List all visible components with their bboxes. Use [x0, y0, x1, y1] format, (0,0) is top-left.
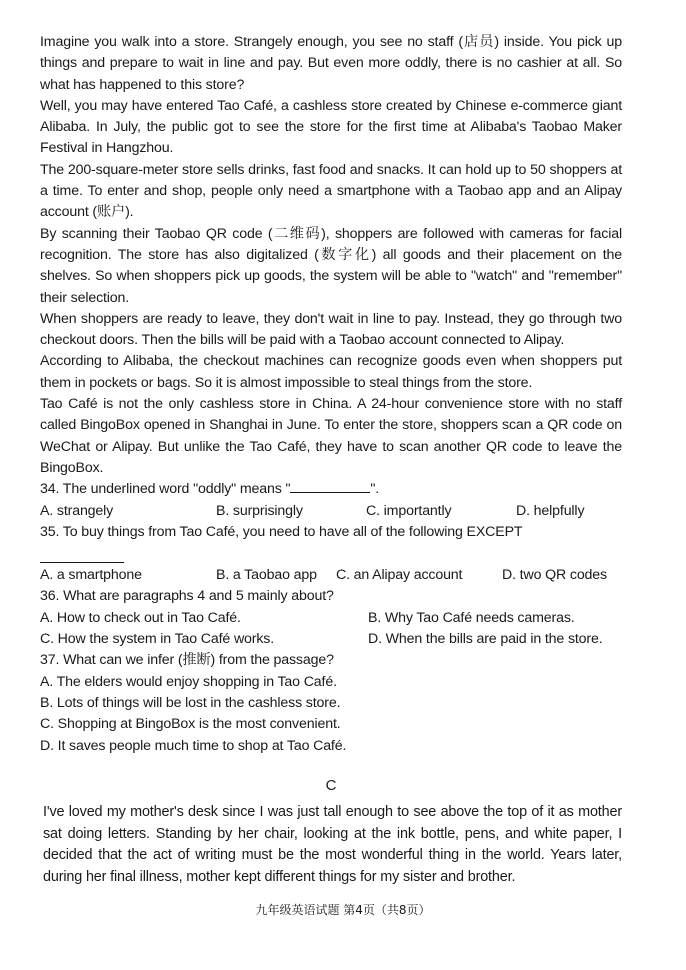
passage-paragraph: Imagine you walk into a store. Strangely enough, you see no staff (店员) inside. You pick up things and prepare to wait in line and pay. But even more oddly, there is no cashier at all. So what has happened to this store? — [40, 34, 622, 93]
question-stem: 37. What can we infer (推断) from the passage? — [40, 652, 334, 669]
question-stem: 35. To buy things from Tao Café, you need to have all of the following EXCEPT — [40, 523, 523, 540]
options-row — [40, 565, 622, 586]
passage-b — [40, 32, 622, 479]
option-c: C. How the system in Tao Café works. — [40, 631, 275, 648]
option-d: D. helpfully — [516, 502, 585, 519]
option-a: A. strangely — [40, 502, 114, 519]
option-a: A. a smartphone — [40, 567, 142, 584]
question-37 — [40, 650, 622, 756]
option-d: D. two QR codes — [502, 567, 607, 584]
option-c: C. Shopping at BingoBox is the most convenient. — [40, 716, 341, 733]
passage-paragraph: Well, you may have entered Tao Café, a cashless store created by Chinese e-commerce giant Alibaba. In July, the public got to see the store for the first time at Alibaba's Taobao Maker Festival in Hangzhou. — [40, 97, 622, 157]
option-c: C. importantly — [366, 502, 452, 519]
answer-blank — [290, 480, 370, 493]
option-a: A. The elders would enjoy shopping in Tao Café. — [40, 673, 337, 690]
question-stem-end: ". — [370, 481, 380, 498]
passage-paragraph: The 200-square-meter store sells drinks, fast food and snacks. It can hold up to 50 shoppers at a time. To enter and shop, people only need a smartphone with a Taobao app and an Alipay account (账户). — [40, 161, 622, 221]
option-b: B. Why Tao Café needs cameras. — [368, 609, 575, 626]
page-footer: 九年级英语试题 第4页（共8页） — [255, 903, 431, 917]
passage-paragraph: According to Alibaba, the checkout machines can recognize goods even when shoppers put them in pockets or bags. So it is almost impossible to steal things from the store. — [40, 353, 622, 391]
options-row — [40, 501, 622, 522]
question-35 — [40, 522, 622, 587]
options-row — [40, 608, 622, 629]
section-heading: C — [325, 776, 337, 794]
option-d: D. When the bills are paid in the store. — [368, 631, 603, 648]
question-stem — [40, 479, 622, 500]
answer-blank — [40, 543, 124, 563]
option-c: C. an Alipay account — [336, 567, 463, 584]
option-a: A. How to check out in Tao Café. — [40, 609, 241, 626]
question-34 — [40, 479, 622, 522]
passage-c-paragraph: I've loved my mother's desk since I was just tall enough to see above the top of it as mother sat doing letters. Standing by her chair, looking at the ink bottle, pens, and white paper, I decided that the act of writing must be the most wonderful thing in the world. Years later, during her final illness, mother kept different things for my sister and brother. — [43, 804, 622, 885]
passage-paragraph: Tao Café is not the only cashless store in China. A 24-hour convenience store with no staff called BingoBox opened in Shanghai in June. To enter the store, shoppers scan a QR code on WeChat or Alipay. But unlike the Tao Café, they have to scan another QR code to leave the BingoBox. — [40, 396, 622, 476]
passage-paragraph: By scanning their Taobao QR code (二维码), shoppers are followed with cameras for facial recognition. The store has also digitalized (数字化) all goods and their placement on the shelves. So when shoppers pick up goods, the system will be able to "watch" and "remember" their selection. — [40, 225, 622, 306]
question-stem-start: 34. The underlined word "oddly" means " — [40, 481, 291, 498]
option-b: B. surprisingly — [216, 502, 303, 519]
option-b: B. Lots of things will be lost in the cashless store. — [40, 694, 341, 711]
question-36 — [40, 586, 622, 650]
passage-paragraph: When shoppers are ready to leave, they don't wait in line to pay. Instead, they go through two checkout doors. Then the bills will be paid with a Taobao account connected to Alipay. — [40, 310, 622, 349]
exam-page — [40, 32, 622, 888]
option-d: D. It saves people much time to shop at Tao Café. — [40, 737, 347, 754]
options-row — [40, 629, 622, 650]
option-b: B. a Taobao app — [216, 567, 317, 584]
question-stem: 36. What are paragraphs 4 and 5 mainly about? — [40, 588, 334, 605]
